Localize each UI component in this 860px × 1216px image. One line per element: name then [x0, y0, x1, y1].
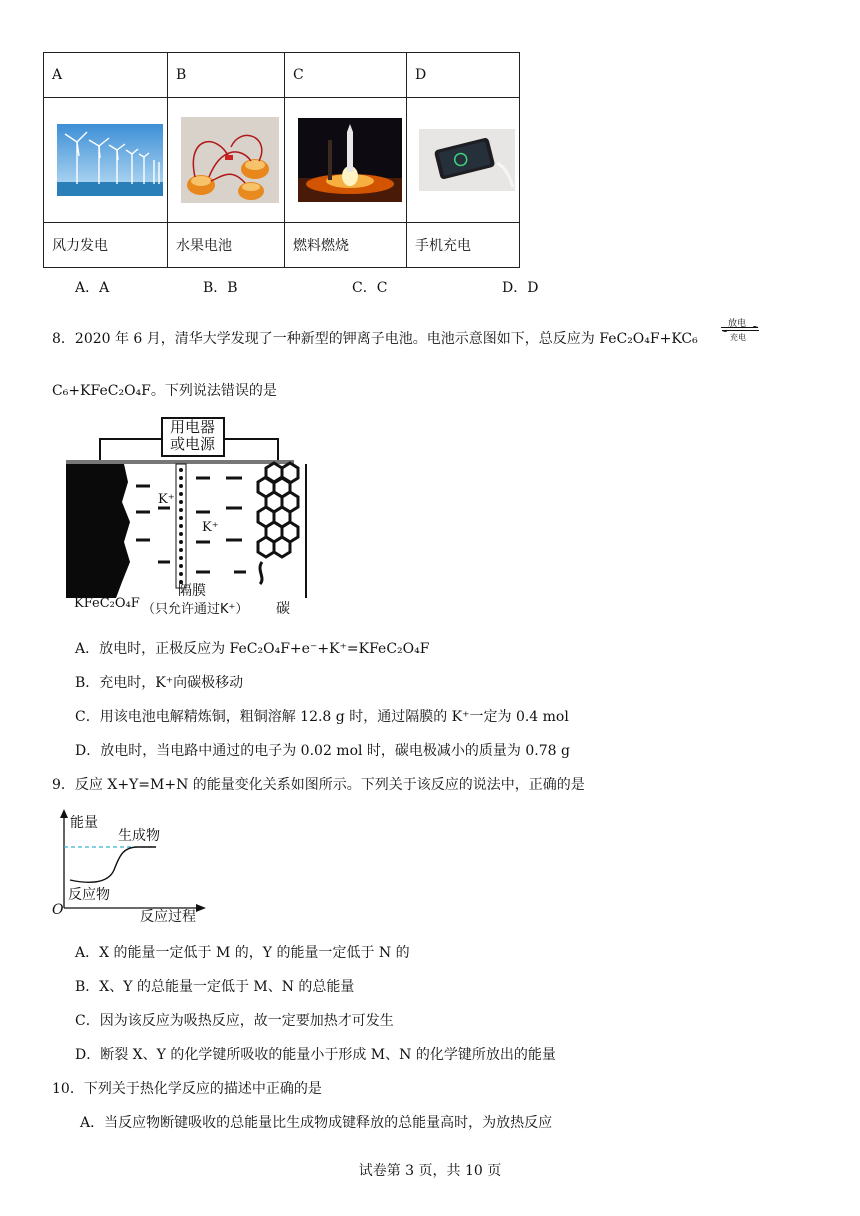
caption-a: 风力发电: [44, 223, 168, 268]
graph-reactant-label: 反应物: [68, 887, 110, 903]
q7-choice-b: B．B: [203, 280, 238, 296]
energy-graph: [48, 808, 218, 928]
rocket-launch-photo: [285, 98, 407, 223]
q9-option-b: B．X、Y 的总能量一定低于 M、N 的总能量: [75, 979, 355, 995]
left-electrode-label: KFeC₂O₄F: [74, 596, 140, 611]
caption-d: 手机充电: [407, 223, 520, 268]
q9-option-d: D．断裂 X、Y 的化学键所吸收的能量小于形成 M、N 的化学键所放出的能量: [75, 1047, 556, 1063]
q8-stem-line1: [52, 328, 698, 348]
page-footer: 试卷第 3 页，共 10 页: [358, 1163, 502, 1179]
q9-option-c: C．因为该反应为吸热反应，故一定要加热才可发生: [75, 1013, 394, 1029]
q8-stem-line2: C₆+KFeC₂O₄F。下列说法错误的是: [52, 383, 277, 399]
q8-formula-left: FeC₂O₄F+KC₆: [599, 331, 698, 347]
reversible-arrow: [720, 316, 760, 340]
graph-y-label: 能量: [70, 815, 98, 831]
graph-x-label: 反应过程: [140, 909, 196, 925]
q8-option-c: C．用该电池电解精炼铜，粗铜溶解 12.8 g 时，通过隔膜的 K⁺一定为 0.4 mol: [75, 709, 569, 725]
wind-turbines-photo: [44, 98, 168, 223]
caption-c: 燃料燃烧: [285, 223, 407, 268]
q7-choice-c: C．C: [352, 280, 388, 296]
k-ion-label-right: K⁺: [202, 520, 219, 535]
graph-product-label: 生成物: [118, 828, 160, 844]
table-header-c: C: [285, 53, 407, 98]
q8-option-b: B．充电时，K⁺向碳极移动: [75, 675, 244, 691]
k-ion-label-left: K⁺: [158, 492, 175, 507]
q8-stem-prefix: 8．2020 年 6 月，清华大学发现了一种新型的钾离子电池。电池示意图如下，总反应为: [52, 331, 600, 347]
membrane-label: 隔膜: [178, 583, 206, 599]
table-header-a: A: [44, 53, 168, 98]
caption-b: 水果电池: [168, 223, 285, 268]
options-table: [43, 52, 520, 268]
arrow-discharge-label: 放电: [728, 319, 747, 329]
fruit-battery-photo: [168, 98, 285, 223]
q9-option-a: A．X 的能量一定低于 M 的，Y 的能量一定低于 N 的: [75, 945, 410, 961]
q8-option-d: D．放电时，当电路中通过的电子为 0.02 mol 时，碳电极减小的质量为 0.78 g: [75, 743, 570, 759]
graph-origin-label: O: [52, 902, 64, 918]
q7-choice-a: A．A: [75, 280, 110, 296]
q7-choice-d: D．D: [502, 280, 539, 296]
q10-stem: 10．下列关于热化学反应的描述中正确的是: [52, 1081, 322, 1097]
battery-diagram: [66, 412, 326, 622]
arrow-charge-label: 充电: [730, 333, 746, 342]
device-label: 用电器 或电源: [170, 418, 216, 453]
table-header-d: D: [407, 53, 520, 98]
q8-option-a: A．放电时，正极反应为 FeC₂O₄F+e⁻+K⁺=KFeC₂O₄F: [75, 641, 430, 657]
phone-charging-photo: [407, 98, 520, 223]
right-electrode-label: 碳: [276, 601, 290, 617]
table-header-b: B: [168, 53, 285, 98]
q10-option-a: A．当反应物断键吸收的总能量比生成物成键释放的总能量高时，为放热反应: [80, 1115, 553, 1131]
membrane-note: （只允许通过K⁺）: [142, 602, 249, 617]
q9-stem: 9．反应 X+Y=M+N 的能量变化关系如图所示。下列关于该反应的说法中，正确的是: [52, 777, 585, 793]
